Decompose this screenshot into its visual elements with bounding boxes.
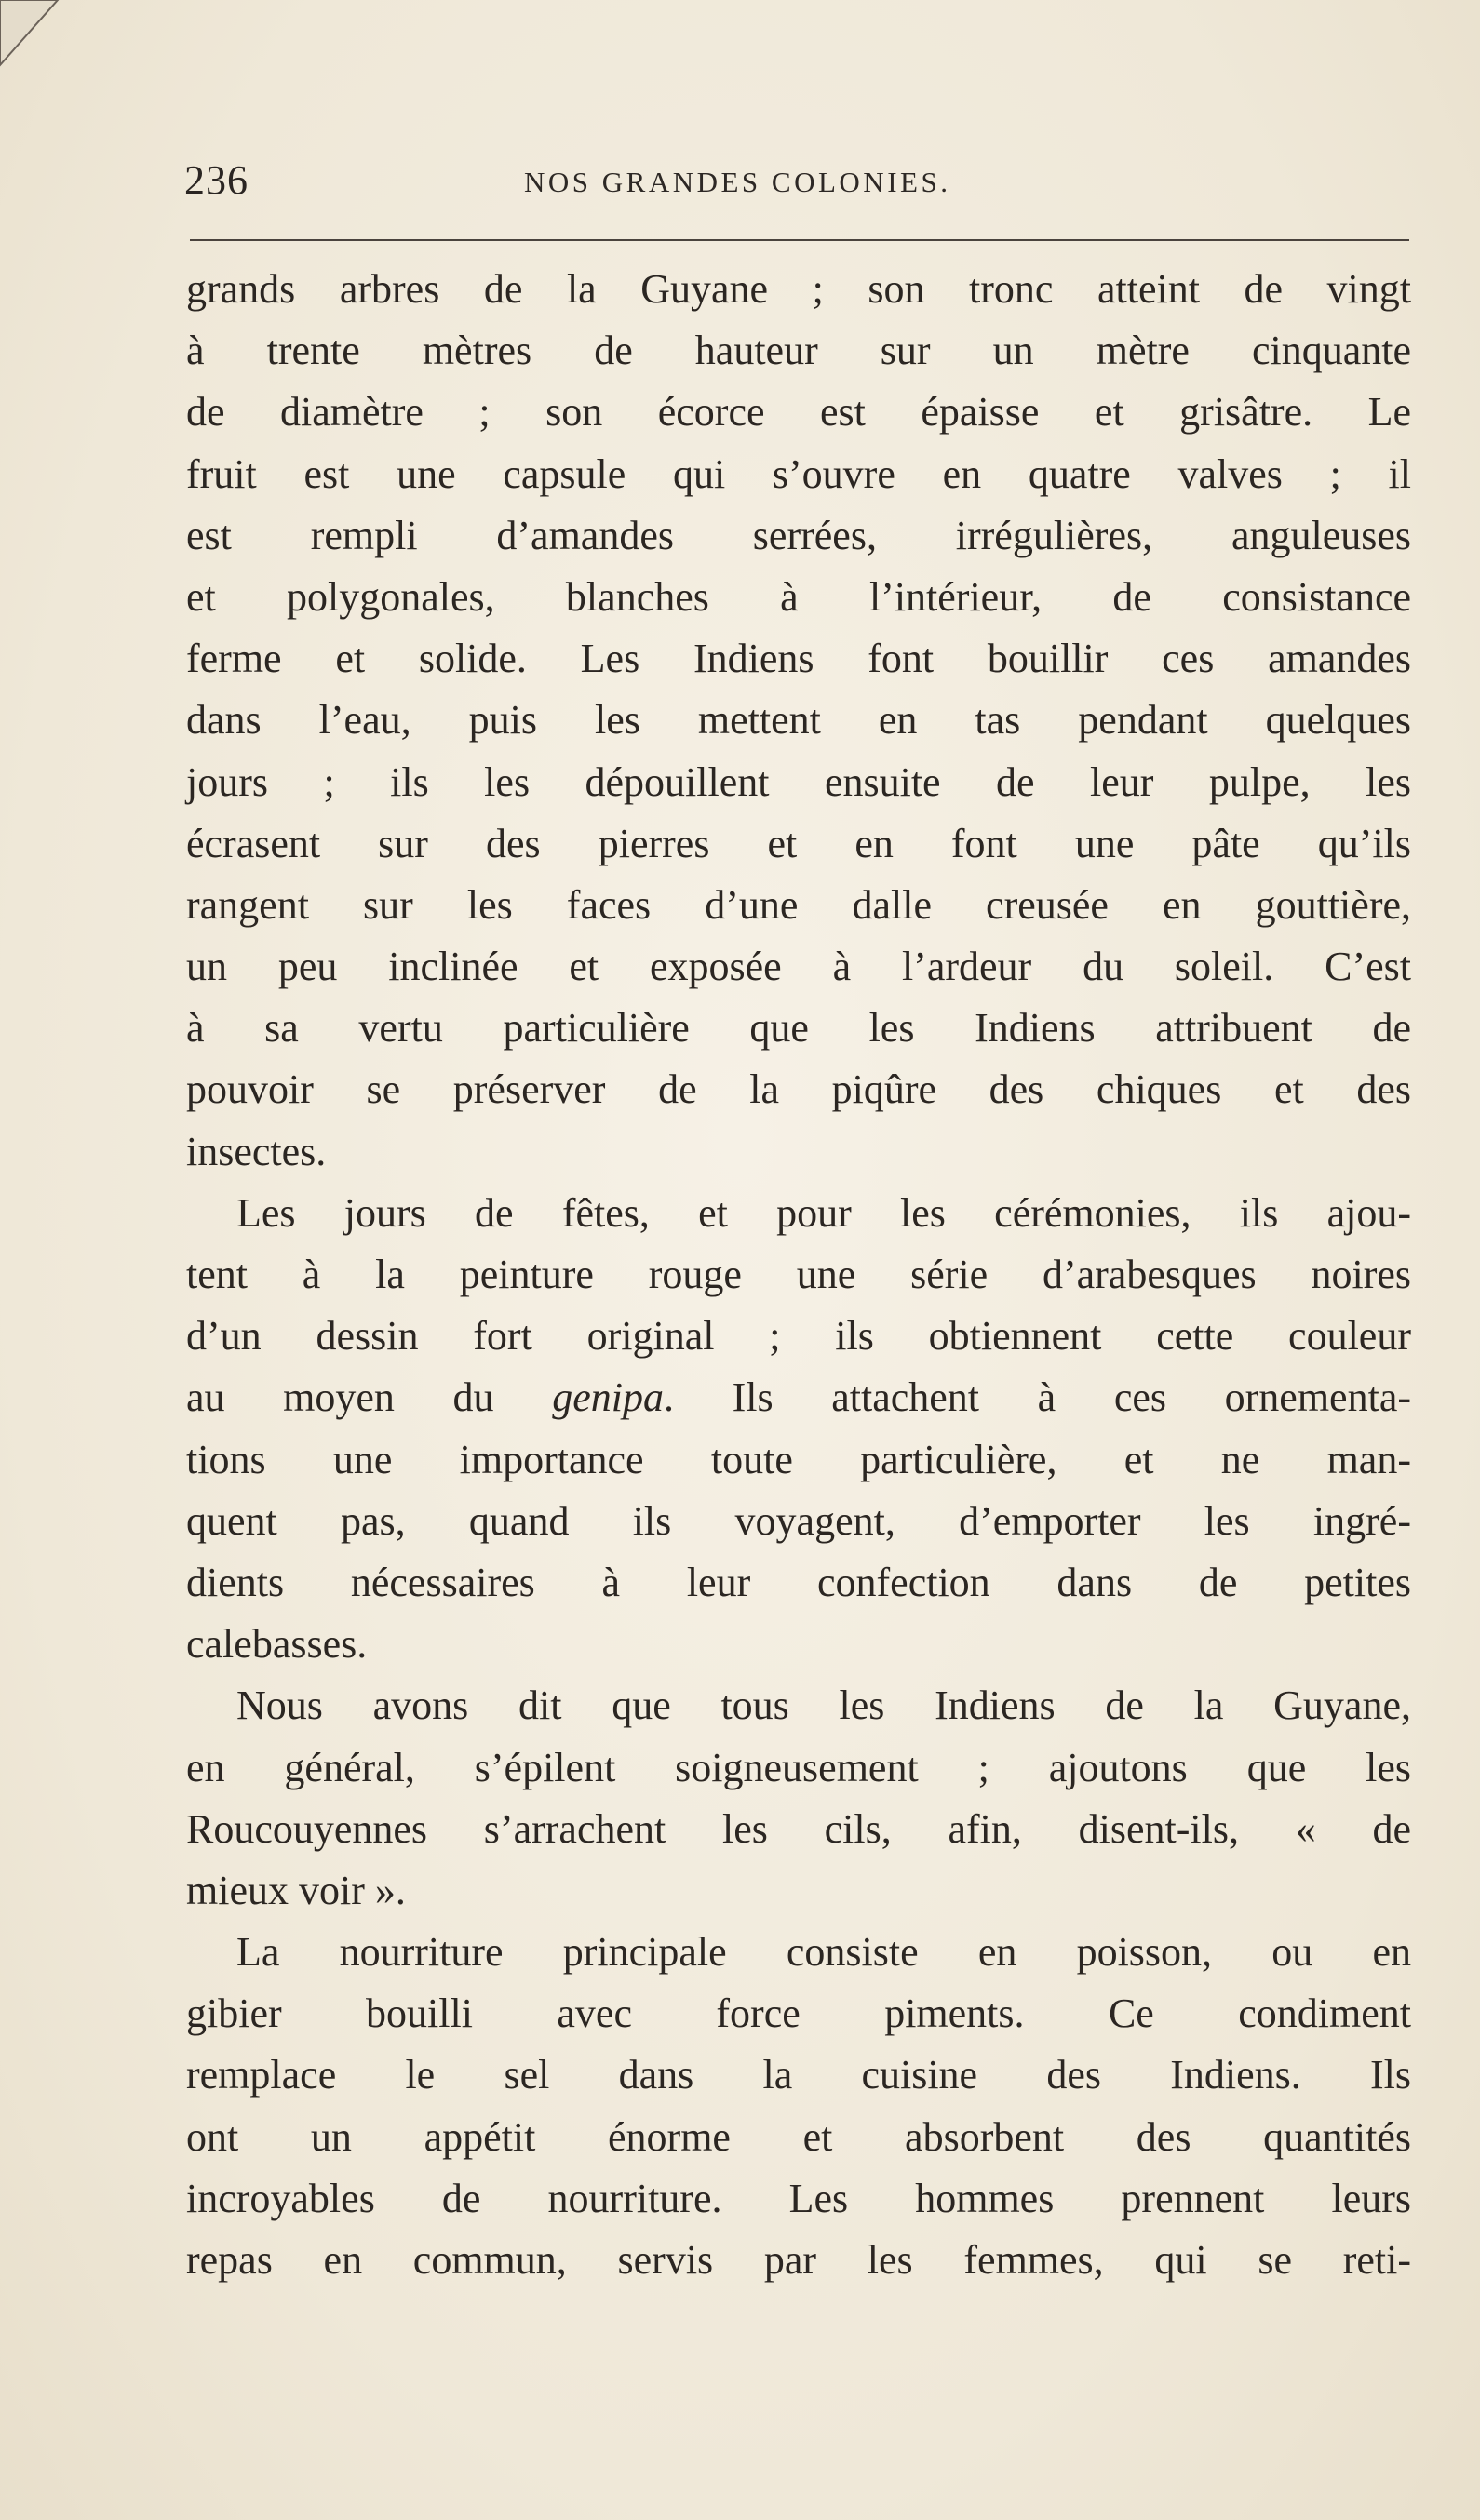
text-line: écrasent sur des pierres et en font une pâte qu’ils (186, 820, 1411, 866)
text-line: remplace le sel dans la cuisine des Indiens. Ils (186, 2052, 1411, 2098)
text-line: tions une importance toute particulière, et ne man- (186, 1436, 1411, 1482)
text-line: est rempli d’amandes serrées, irrégulières, anguleuses (186, 512, 1411, 558)
text-line: d’un dessin fort original ; ils obtiennent cette couleur (186, 1313, 1411, 1360)
text-line: en général, s’épilent soigneusement ; ajoutons que les (186, 1744, 1411, 1790)
text-line (186, 1367, 1411, 1428)
text-line: Nous avons dit que tous les Indiens de la Guyane, (236, 1682, 1411, 1729)
text-line: rangent sur les faces d’une dalle creusée en gouttière, (186, 881, 1411, 928)
text-line: et polygonales, blanches à l’intérieur, de consistance (186, 573, 1411, 620)
text-line: un peu inclinée et exposée à l’ardeur du soleil. C’est (186, 944, 1411, 990)
text-line-segment: au moyen du (186, 1374, 553, 1421)
page-number: 236 (184, 157, 249, 203)
text-line: tent à la peinture rouge une série d’arabesques noires (186, 1252, 1411, 1297)
text-line: Les jours de fêtes, et pour les cérémonies, ils ajou- (236, 1189, 1411, 1236)
running-title: NOS GRANDES COLONIES. (524, 166, 951, 198)
text-line: insectes. (186, 1128, 327, 1174)
text-line: ferme et solide. Les Indiens font bouillir ces amandes (186, 636, 1411, 682)
text-line: pouvoir se préserver de la piqûre des chiques et des (186, 1066, 1411, 1113)
text-line: à trente mètres de hauteur sur un mètre cinquante (186, 328, 1411, 374)
text-line: ont un appétit énorme et absorbent des quantités (186, 2113, 1411, 2160)
text-line: mieux voir ». (186, 1867, 406, 1913)
text-line: Roucouyennes s’arrachent les cils, afin, disent-ils, « de (186, 1805, 1411, 1852)
text-line: gibier bouilli avec force piments. Ce condiment (186, 1991, 1411, 2037)
text-line-segment: . Ils attachent à ces ornementa- (663, 1374, 1411, 1421)
text-line: quent pas, quand ils voyagent, d’emporter les ingré- (186, 1497, 1411, 1544)
italic-term: genipa (552, 1374, 664, 1421)
text-line: dients nécessaires à leur confection dans de petites (186, 1559, 1411, 1605)
text-line: calebasses. (186, 1621, 368, 1668)
header-rule (190, 239, 1409, 241)
text-line: La nourriture principale consiste en poisson, ou en (236, 1929, 1411, 1976)
text-line: de diamètre ; son écorce est épaisse et grisâtre. Le (186, 389, 1411, 436)
text-line: fruit est une capsule qui s’ouvre en quatre valves ; il (186, 450, 1411, 497)
text-line: grands arbres de la Guyane ; son tronc atteint de vingt (186, 266, 1411, 312)
text-line: repas en commun, servis par les femmes, qui se reti- (186, 2237, 1411, 2283)
text-line: à sa vertu particulière que les Indiens attribuent de (186, 1005, 1411, 1052)
text-line: incroyables de nourriture. Les hommes prennent leurs (186, 2175, 1411, 2221)
text-line: jours ; ils les dépouillent ensuite de leur pulpe, les (186, 758, 1411, 805)
page-header (184, 156, 1406, 212)
body-text (186, 259, 1411, 2291)
page-corner-fold (0, 0, 74, 74)
text-line: dans l’eau, puis les mettent en tas pendant quelques (186, 697, 1411, 744)
